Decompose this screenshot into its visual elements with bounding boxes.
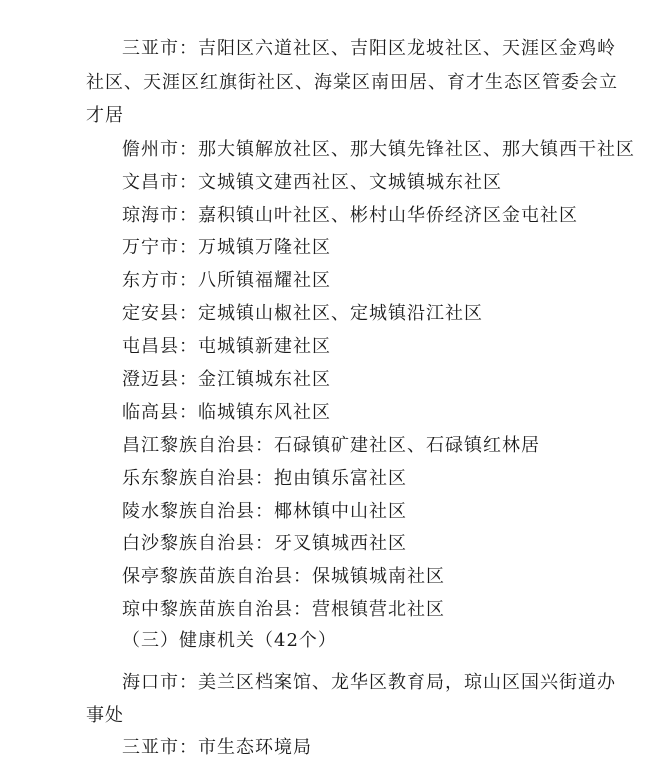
changjiang-line: 昌江黎族自治县：石碌镇矿建社区、石碌镇红林居 — [122, 435, 540, 456]
lingao-line: 临高县：临城镇东风社区 — [122, 402, 331, 423]
dongfang-line: 东方市：八所镇福耀社区 — [122, 270, 331, 291]
dingan-line: 定安县：定城镇山椒社区、定城镇沿江社区 — [122, 303, 483, 324]
qionghai-line: 琼海市：嘉积镇山叶社区、彬村山华侨经济区金屯社区 — [122, 205, 578, 226]
sanya-community-line-1: 三亚市：吉阳区六道社区、吉阳区龙坡社区、天涯区金鸡岭 — [122, 38, 616, 59]
chengmai-line: 澄迈县：金江镇城东社区 — [122, 369, 331, 390]
baoting-line: 保亭黎族苗族自治县：保城镇城南社区 — [122, 566, 445, 587]
lingshui-line: 陵水黎族自治县：椰林镇中山社区 — [122, 501, 407, 522]
sanya-community-line-3: 才居 — [86, 105, 124, 126]
ledong-line: 乐东黎族自治县：抱由镇乐富社区 — [122, 468, 407, 489]
haikou-agency-line-1: 海口市：美兰区档案馆、龙华区教育局，琼山区国兴街道办 — [122, 672, 616, 693]
tunchang-line: 屯昌县：屯城镇新建社区 — [122, 336, 331, 357]
baisha-line: 白沙黎族自治县：牙叉镇城西社区 — [122, 533, 407, 554]
danzhou-line: 儋州市：那大镇解放社区、那大镇先锋社区、那大镇西干社区 — [122, 139, 635, 160]
qiongzhong-line: 琼中黎族苗族自治县：营根镇营北社区 — [122, 599, 445, 620]
section-heading-health-agencies: （三）健康机关（42个） — [122, 630, 337, 651]
sanya-agency-line: 三亚市：市生态环境局 — [122, 737, 312, 758]
wenchang-line: 文昌市：文城镇文建西社区、文城镇城东社区 — [122, 172, 502, 193]
haikou-agency-line-2: 事处 — [86, 705, 124, 726]
sanya-community-line-2: 社区、天涯区红旗街社区、海棠区南田居、育才生态区管委会立 — [86, 72, 618, 93]
wanning-line: 万宁市：万城镇万隆社区 — [122, 237, 331, 258]
